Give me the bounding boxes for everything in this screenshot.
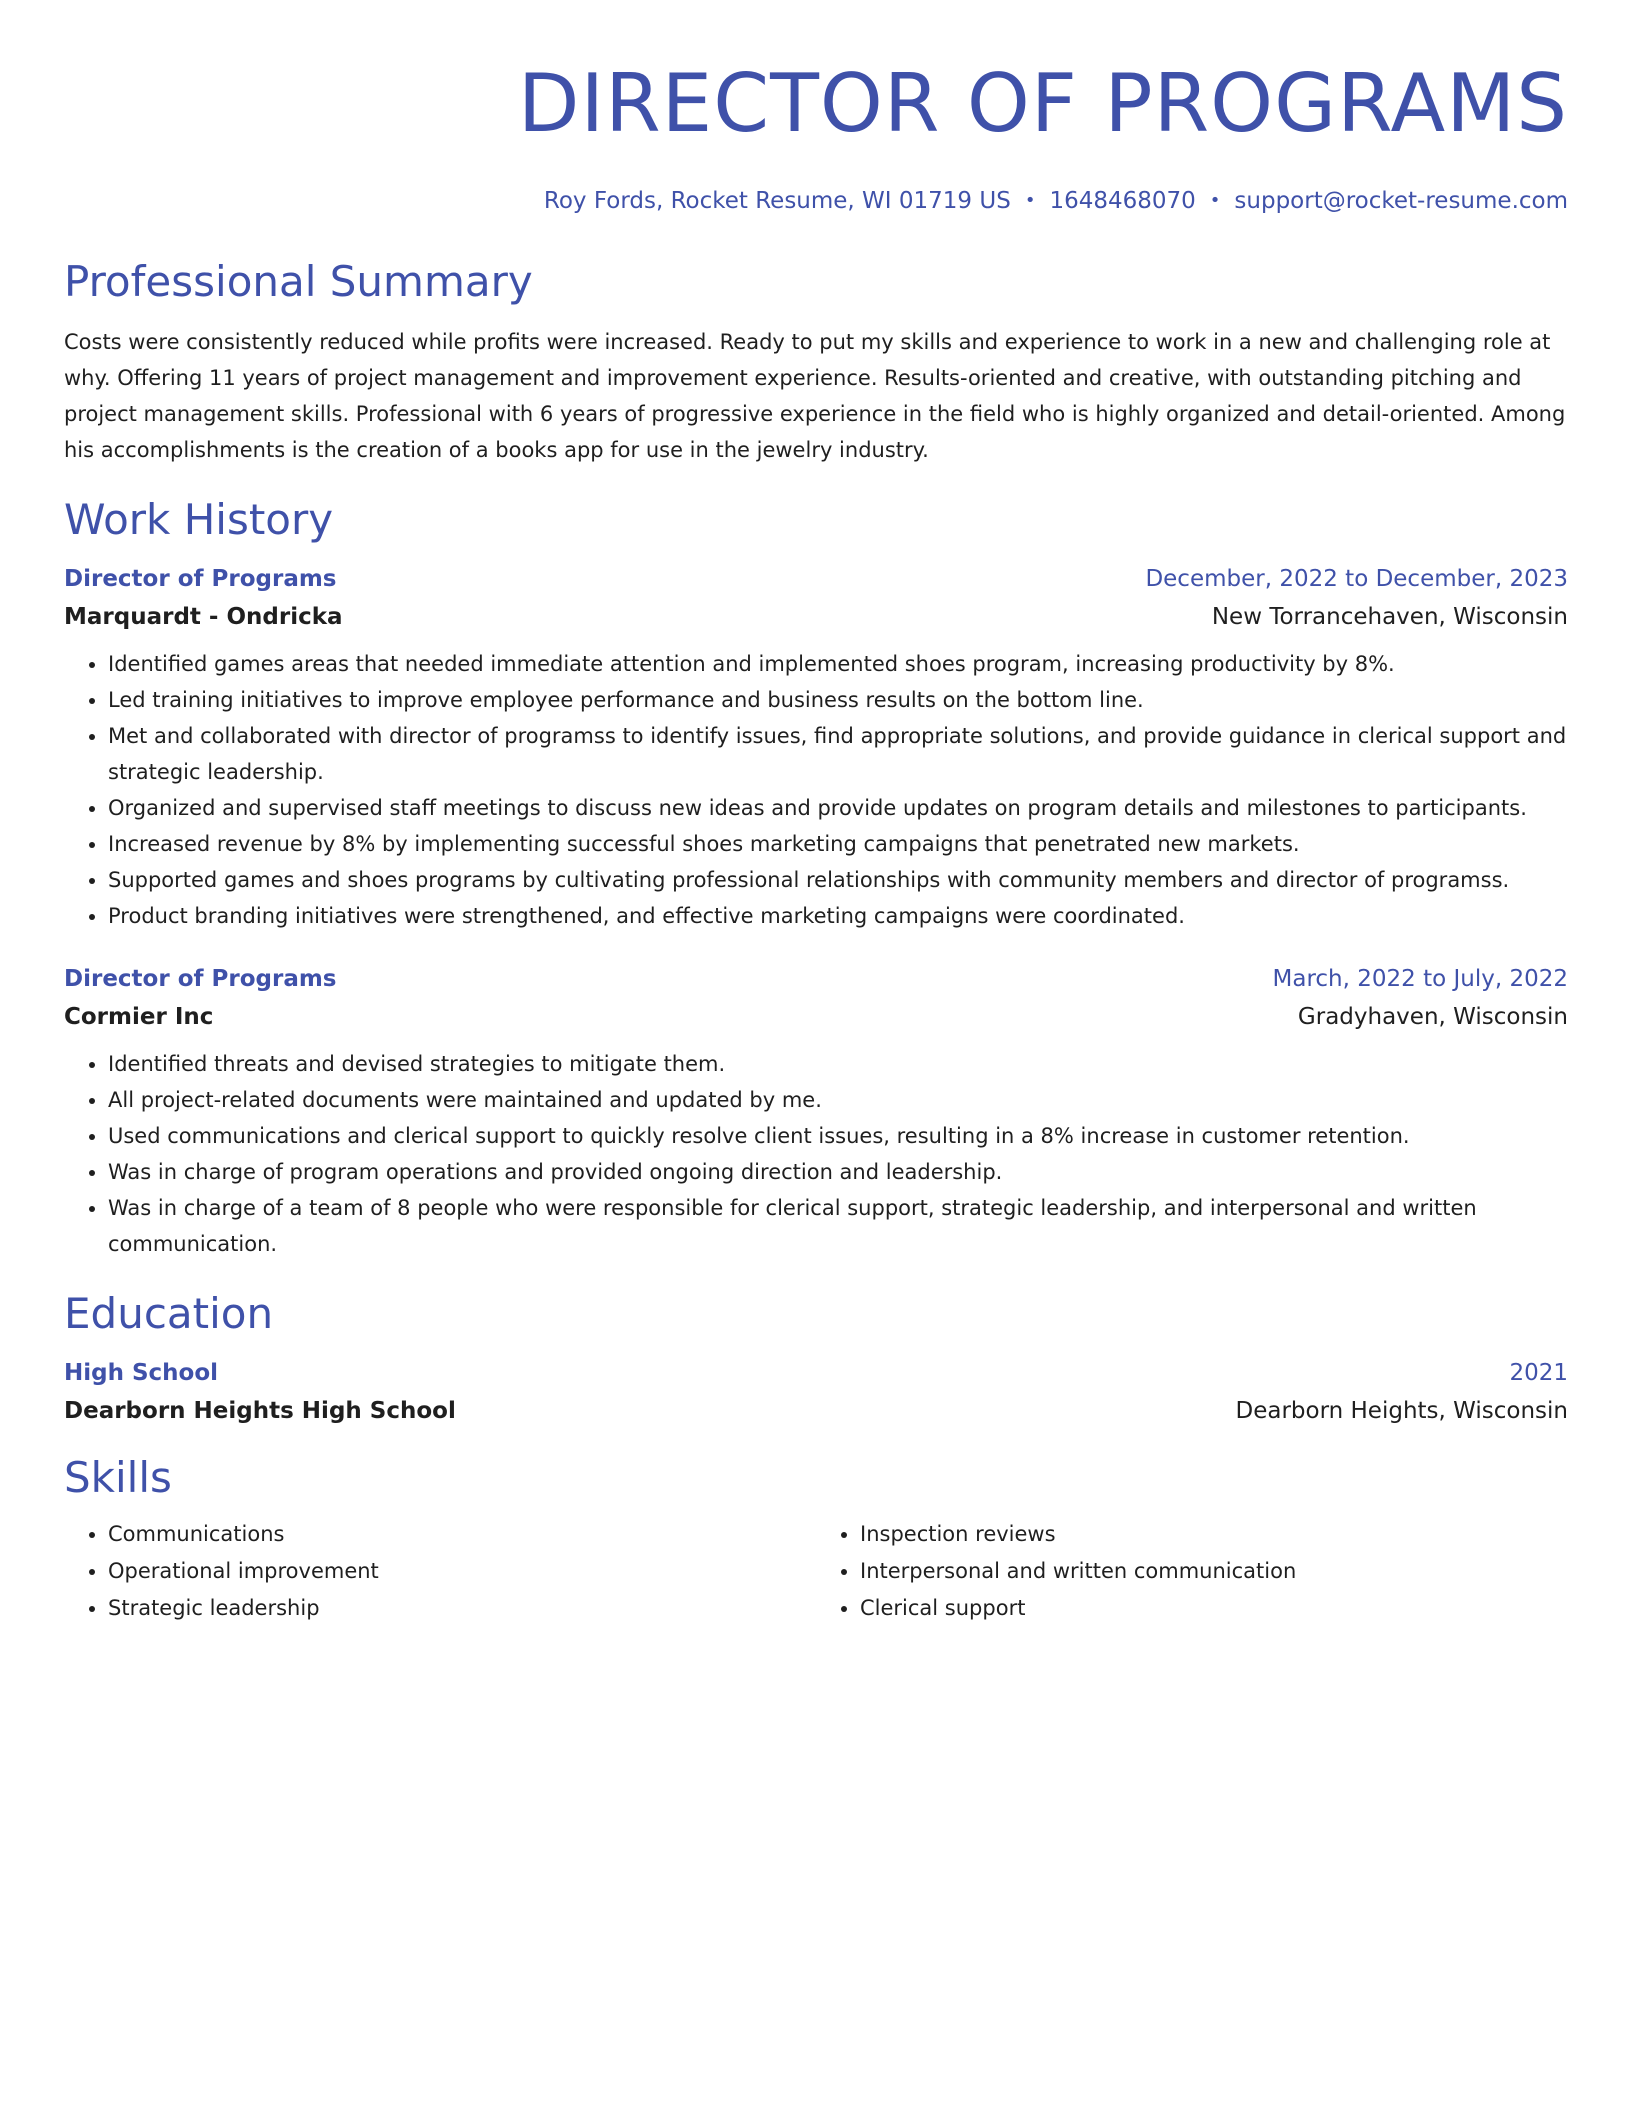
skills-column-left [64,1516,816,1627]
job-role: Director of Programs [64,566,337,592]
education-school: Dearborn Heights High School [64,1398,456,1424]
skill-item: • Communications [108,1516,816,1553]
job-bullet: • Identified games areas that needed immediate attention and implemented shoes program, increasing productivity by 8%. [108,646,1568,682]
job-company: Marquardt - Ondricka [64,604,343,630]
job-bullet: • Identified threats and devised strategies to mitigate them. [108,1046,1568,1082]
job-company-row [64,998,1568,1036]
job-entry [64,960,1568,1262]
skills-section [64,1452,1568,1627]
resume-title: DIRECTOR OF PROGRAMS [517,57,1568,150]
job-bullet: • Led training initiatives to improve employee performance and business results on the bottom line. [108,682,1568,718]
skills-grid [64,1516,1568,1627]
job-bullet: • All project-related documents were maintained and updated by me. [108,1082,1568,1118]
work-history-heading: Work History [64,495,334,544]
job-bullet: • Was in charge of a team of 8 people who were responsible for clerical support, strategic leadership, and interpersonal and written communication. [108,1190,1568,1262]
job-bullet: • Organized and supervised staff meetings to discuss new ideas and provide updates on program details and milestones to participants. [108,790,1568,826]
resume-header [64,56,1568,216]
job-title-row [64,560,1568,598]
education-school-row [64,1392,1568,1430]
summary-heading: Professional Summary [64,257,533,306]
skill-item: • Inspection reviews [860,1516,1568,1553]
skill-item: • Clerical support [860,1590,1568,1627]
contact-phone: 1648468070 [1049,188,1196,214]
contact-address: Roy Fords, Rocket Resume, WI 01719 US [543,188,1011,214]
job-role: Director of Programs [64,966,337,992]
job-bullet: • Supported games and shoes programs by cultivating professional relationships with community members and director of programss. [108,862,1568,898]
education-entry [64,1354,1568,1430]
job-bullets [64,1046,1568,1262]
education-degree-row [64,1354,1568,1392]
job-title-row [64,960,1568,998]
job-company-row [64,598,1568,636]
contact-line [64,186,1568,216]
education-year: 2021 [1509,1360,1568,1386]
skills-heading: Skills [64,1453,172,1502]
job-bullet: • Met and collaborated with director of programss to identify issues, find appropriate solutions, and provide guidance in clerical support and strategic leadership. [108,718,1568,790]
job-company: Cormier Inc [64,1004,214,1030]
job-location: New Torrancehaven, Wisconsin [1211,604,1568,630]
job-bullet: • Increased revenue by 8% by implementing successful shoes marketing campaigns that penetrated new markets. [108,826,1568,862]
education-heading: Education [64,1289,274,1338]
contact-separator: • [1209,190,1221,211]
skill-item: • Operational improvement [108,1553,816,1590]
job-location: Gradyhaven, Wisconsin [1297,1004,1568,1030]
education-location: Dearborn Heights, Wisconsin [1235,1398,1568,1424]
summary-text: Costs were consistently reduced while profits were increased. Ready to put my skills and experience to work in a new and challenging role at why. Offering 11 years of project management and improvement experience. Results-oriented and creative, with outstanding pitching and project management skills. Professional with 6 years of progressive experience in the field who is highly organized and detail-oriented. Among his accomplishments is the creation of a books app for use in the jewelry industry. [64,330,1566,462]
job-dates: March, 2022 to July, 2022 [1272,966,1568,992]
job-bullet: • Was in charge of program operations and provided ongoing direction and leadership. [108,1154,1568,1190]
education-section [64,1288,1568,1430]
job-dates: December, 2022 to December, 2023 [1145,566,1568,592]
work-history-section [64,494,1568,1262]
contact-separator: • [1024,190,1036,211]
job-bullet: • Product branding initiatives were strengthened, and effective marketing campaigns were coordinated. [108,898,1568,934]
skills-column-right [816,1516,1568,1627]
education-degree: High School [64,1360,219,1386]
skill-item: • Interpersonal and written communication [860,1553,1568,1590]
skill-item: • Strategic leadership [108,1590,816,1627]
summary-section [64,256,1568,468]
job-bullet: • Used communications and clerical support to quickly resolve client issues, resulting in a 8% increase in customer retention. [108,1118,1568,1154]
job-bullets [64,646,1568,934]
contact-email: support@rocket-resume.com [1234,188,1568,214]
job-entry [64,560,1568,934]
